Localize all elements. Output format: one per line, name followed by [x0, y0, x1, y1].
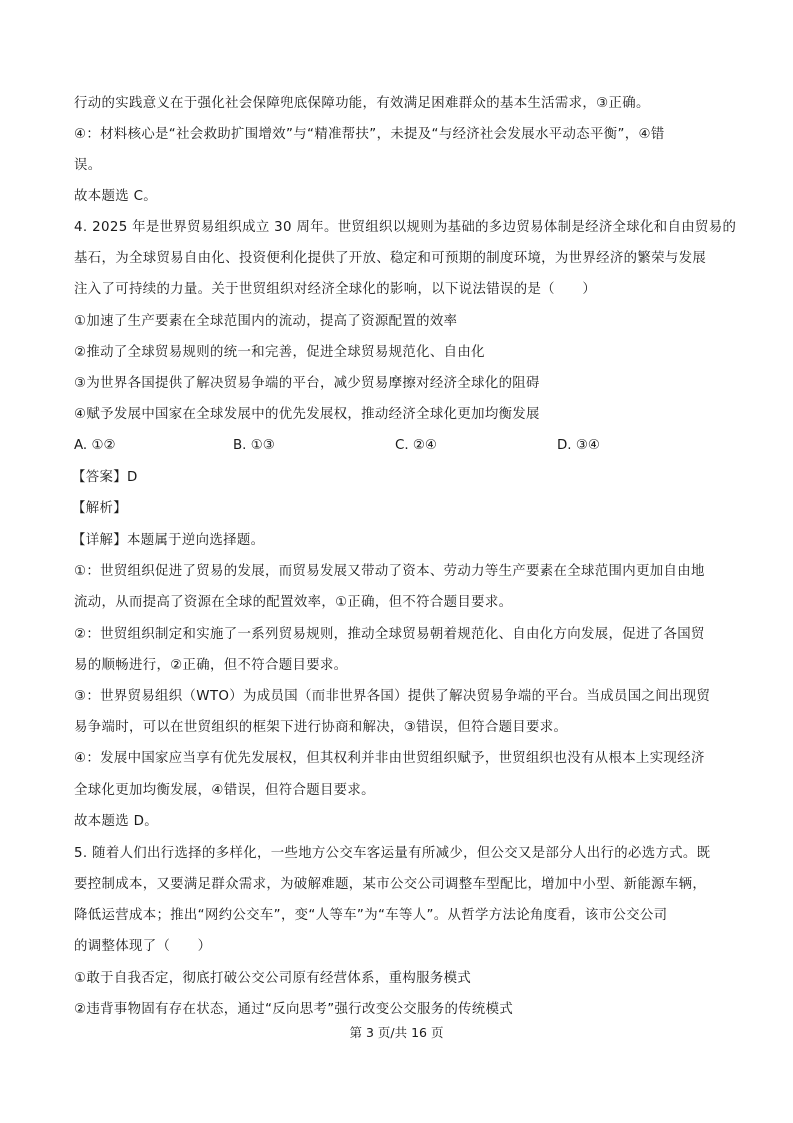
explanation-line: 流动，从而提高了资源在全球的配置效率，①正确，但不符合题目要求。: [74, 595, 513, 610]
page-number: 第 3 页/共 16 页: [349, 1025, 444, 1040]
statement-2: ②违背事物固有存在状态，通过“反向思考”强行改变公交服务的传统模式: [74, 1002, 514, 1017]
statement-1: ①加速了生产要素在全球范围内的流动，提高了资源配置的效率: [74, 314, 458, 329]
conclusion-line: 故本题选 D。: [74, 814, 158, 829]
explanation-line: ②：世贸组织制定和实施了一系列贸易规则，推动全球贸易朝着规范化、自由化方向发展，促进了各国贸: [74, 627, 705, 642]
text-line: 故本题选 C。: [74, 189, 158, 204]
option-c: C. ②④: [395, 438, 437, 453]
explanation-line: 全球化更加均衡发展，④错误，但符合题目要求。: [74, 783, 375, 798]
answer-label: 【答案】D: [72, 470, 138, 485]
answer-options: [74, 437, 724, 455]
analysis-label: 【解析】: [72, 501, 127, 516]
question-5-stem: 的调整体现了（ ）: [74, 939, 212, 954]
question-4-stem: 基石，为全球贸易自由化、投资便利化提供了开放、稳定和可预期的制度环境，为世界经济的繁荣与发展: [74, 251, 707, 266]
statement-3: ③为世界各国提供了解决贸易争端的平台，减少贸易摩擦对经济全球化的阻碍: [74, 376, 540, 391]
explanation-line: ①：世贸组织促进了贸易的发展，而贸易发展又带动了资本、劳动力等生产要素在全球范围内更加自由地: [74, 564, 705, 579]
question-4-stem: 4. 2025 年是世界贸易组织成立 30 周年。世贸组织以规则为基础的多边贸易体制是经济全球化和自由贸易的: [74, 220, 737, 235]
text-line: 行动的实践意义在于强化社会保障兜底保障功能，有效满足困难群众的基本生活需求，③正确。: [74, 96, 650, 111]
option-d: D. ③④: [557, 438, 600, 453]
option-a: A. ①②: [74, 438, 116, 453]
statement-1: ①敢于自我否定，彻底打破公交公司原有经营体系，重构服务模式: [74, 971, 472, 986]
explanation-line: ③：世界贸易组织（WTO）为成员国（而非世界各国）提供了解决贸易争端的平台。当成员国之间出现贸: [74, 689, 711, 704]
statement-4: ④赋予发展中国家在全球发展中的优先发展权，推动经济全球化更加均衡发展: [74, 407, 540, 422]
explanation-line: 易的顺畅进行，②正确，但不符合题目要求。: [74, 658, 348, 673]
explanation-line: ④：发展中国家应当享有优先发展权，但其权利并非由世贸组织赋予，世贸组织也没有从根本上实现经济: [74, 751, 705, 766]
statement-2: ②推动了全球贸易规则的统一和完善，促进全球贸易规范化、自由化: [74, 345, 485, 360]
text-line: 误。: [74, 158, 102, 173]
explanation-line: 易争端时，可以在世贸组织的框架下进行协商和解决，③错误，但符合题目要求。: [74, 720, 568, 735]
text-line: ④：材料核心是“社会救助扩围增效”与“精准帮扶”，未提及“与经济社会发展水平动态平衡”，④错: [74, 127, 665, 142]
option-b: B. ①③: [233, 438, 275, 453]
question-4-stem: 注入了可持续的力量。关于世贸组织对经济全球化的影响，以下说法错误的是（ ）: [74, 282, 597, 297]
question-5-stem: 5. 随着人们出行选择的多样化，一些地方公交车客运量有所减少，但公交又是部分人出行的必选方式。既: [74, 846, 711, 861]
question-5-stem: 要控制成本，又要满足群众需求，为破解难题，某市公交公司调整车型配比，增加中小型、新能源车辆，: [74, 877, 707, 892]
detail-label: 【详解】本题属于逆向选择题。: [72, 533, 265, 548]
question-5-stem: 降低运营成本；推出“网约公交车”，变“人等车”为“车等人”。从哲学方法论角度看，该市公交公司: [74, 908, 668, 923]
